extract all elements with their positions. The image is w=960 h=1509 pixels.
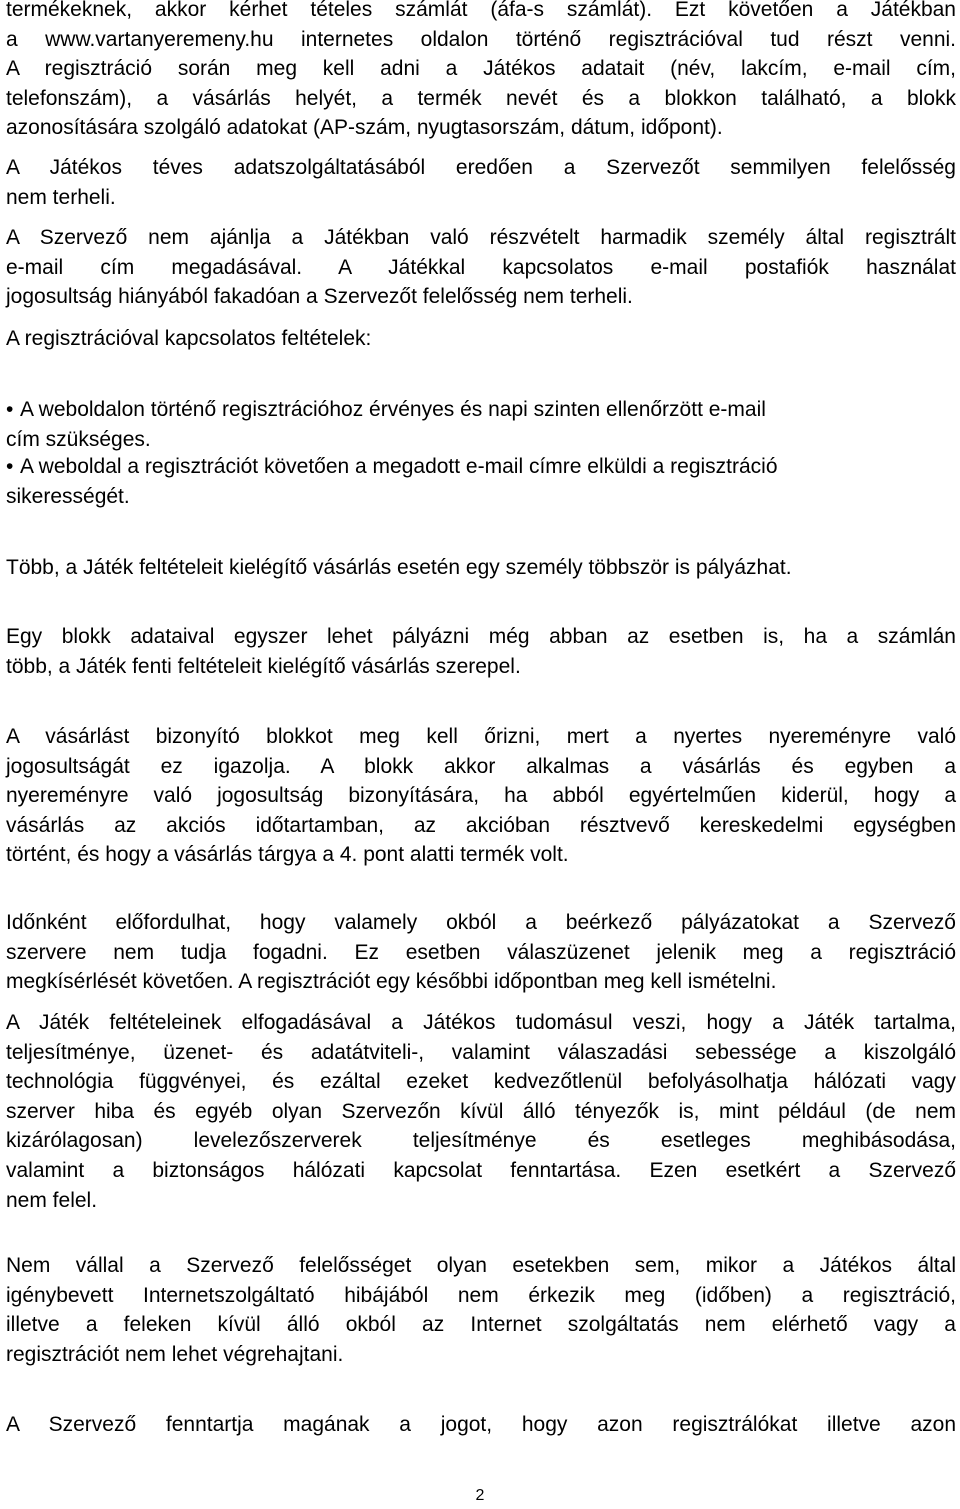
text-line: nyereményre való jogosultság bizonyítására, ha abból egyértelműen kiderül, hogy a bbox=[6, 784, 956, 808]
text-line: vásárlás az akciós időtartamban, az akcióban résztvevő kereskedelmi egységben bbox=[6, 813, 956, 837]
bullet-item-confirmation-email bbox=[6, 452, 956, 511]
bullet-item-valid-email bbox=[6, 395, 956, 454]
text-line: Időnként előfordulhat, hogy valamely okból a beérkező pályázatokat a Szervező bbox=[6, 911, 956, 934]
text-line: A Játékos téves adatszolgáltatásából eredően a Szervezőt semmilyen felelősség bbox=[6, 156, 956, 179]
text-line: valamint a biztonságos hálózati kapcsolat fenntartása. Ezen esetkért a Szervező bbox=[6, 1158, 956, 1182]
text-line: A vásárlást bizonyító blokkot meg kell őrizni, mert a nyertes nyereményre való bbox=[6, 725, 956, 748]
paragraph-registration-info bbox=[6, 0, 956, 143]
text-line: telefonszám), a vásárlás helyét, a termék nevét és a blokkon található, a blokk bbox=[6, 86, 956, 110]
paragraph-server-issues bbox=[6, 908, 956, 997]
paragraph-registration-conditions-heading bbox=[6, 324, 956, 354]
paragraph-technology-conditions bbox=[6, 1008, 956, 1215]
text-line: Nem vállal a Szervező felelősséget olyan esetekben sem, mikor a Játékos által bbox=[6, 1254, 956, 1277]
paragraph-isp-liability bbox=[6, 1251, 956, 1369]
paragraph-one-receipt bbox=[6, 622, 956, 681]
text-line: termékeknek, akkor kérhet tételes számlát (áfa-s számlát). Ezt követően a Játékban bbox=[6, 0, 956, 21]
text-line: nem felel. bbox=[6, 1188, 98, 1212]
text-line: illetve a feleken kívül álló okból az Internet szolgáltatás nem elérhető vagy a bbox=[6, 1313, 956, 1337]
paragraph-organizer-rights bbox=[6, 1410, 956, 1440]
text-line: sikerességét. bbox=[6, 484, 130, 508]
text-line: történt, és hogy a vásárlás tárgya a 4. pont alatti termék volt. bbox=[6, 843, 569, 867]
text-line: jogosultság hiányából fakadóan a Szervezőt felelősség nem terheli. bbox=[6, 285, 633, 309]
paragraph-keep-receipt bbox=[6, 722, 956, 870]
text-line: megkísérlését követően. A regisztrációt egy későbbi időpontban meg kell ismételni. bbox=[6, 970, 777, 994]
text-line: igénybevett Internetszolgáltató hibájából nem érkezik meg (időben) a regisztráció, bbox=[6, 1283, 956, 1307]
text-line: kizárólagosan) levelezőszerverek teljesítménye és esetleges meghibásodása, bbox=[6, 1129, 956, 1153]
paragraph-false-data bbox=[6, 153, 956, 212]
text-line: A regisztráció során meg kell adni a Játékos adatait (név, lakcím, e-mail cím, bbox=[6, 57, 956, 81]
text-line: szerver hiba és egyéb olyan Szervezőn kívül álló tényezők is, mint például (de nem bbox=[6, 1099, 956, 1123]
text-line: • A weboldalon történő regisztrációhoz érvényes és napi szinten ellenőrzött e-mail bbox=[6, 395, 956, 425]
text-line: Egy blokk adataival egyszer lehet pályázni még abban az esetben is, ha a számlán bbox=[6, 625, 956, 648]
paragraph-third-party-email bbox=[6, 223, 956, 312]
text-line: technológia függvényei, és ezáltal ezeket kedvezőtlenül befolyásolhatja hálózati vagy bbox=[6, 1070, 956, 1094]
text-line: azonosítására szolgáló adatokat (AP-szám, nyugtasorszám, dátum, időpont). bbox=[6, 116, 723, 140]
text-line: Több, a Játék feltételeit kielégítő vásárlás esetén egy személy többször is pályázhat. bbox=[6, 556, 792, 579]
text-line: nem terheli. bbox=[6, 185, 116, 209]
text-line: regisztrációt nem lehet végrehajtani. bbox=[6, 1342, 344, 1366]
text-line: teljesítménye, üzenet- és adatátviteli-, valamint válaszadási sebessége a kiszolgáló bbox=[6, 1040, 956, 1064]
text-line: több, a Játék fenti feltételeit kielégítő vásárlás szerepel. bbox=[6, 654, 521, 678]
text-line: cím szükséges. bbox=[6, 427, 151, 451]
text-line: e-mail cím megadásával. A Játékkal kapcsolatos e-mail postafiók használat bbox=[6, 255, 956, 279]
text-line: A Szervező fenntartja magának a jogot, hogy azon regisztrálókat illetve azon bbox=[6, 1413, 956, 1436]
text-line: A Játék feltételeinek elfogadásával a Játékos tudomásul veszi, hogy a Játék tartalma, bbox=[6, 1011, 956, 1034]
text-line: a www.vartanyeremeny.hu internetes oldalon történő regisztrációval tud részt venni. bbox=[6, 27, 956, 51]
text-line: jogosultságát ez igazolja. A blokk akkor alkalmas a vásárlás és egyben a bbox=[6, 754, 956, 778]
page-number: 2 bbox=[475, 1487, 485, 1504]
text-line: A Szervező nem ajánlja a Játékban való részvételt harmadik személy által regisztrált bbox=[6, 226, 956, 249]
text-line: szervere nem tudja fogadni. Ez esetben válaszüzenet jelenik meg a regisztráció bbox=[6, 940, 956, 964]
text-line: • A weboldal a regisztrációt követően a megadott e-mail címre elküldi a regisztráció bbox=[6, 452, 956, 482]
text-line: A regisztrációval kapcsolatos feltételek: bbox=[6, 327, 372, 350]
paragraph-multiple-entries bbox=[6, 553, 956, 583]
